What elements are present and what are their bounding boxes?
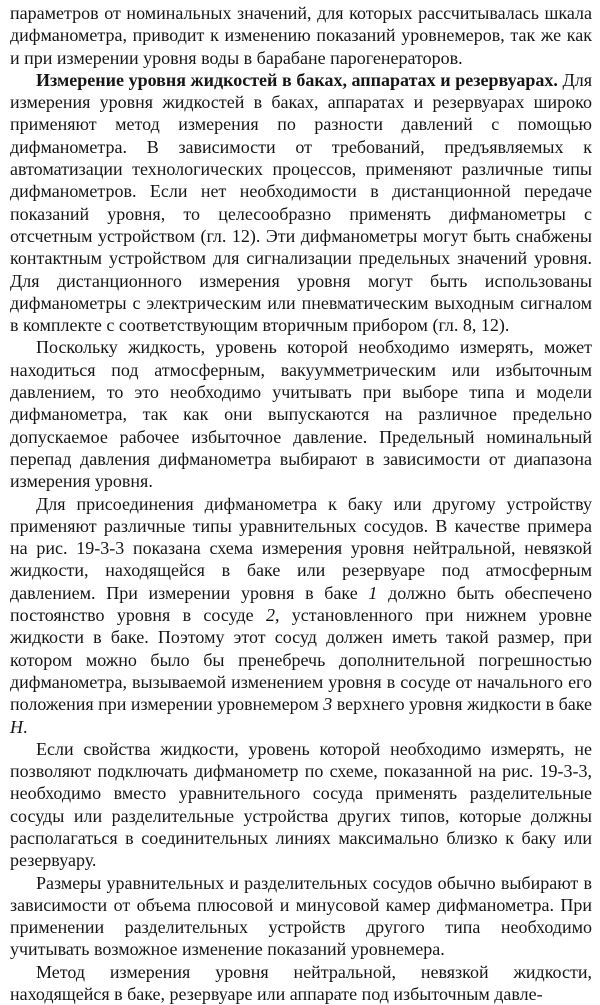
paragraph-text-part: Для присоединения дифманометра к баку или другому устройству применяют различные типы уравнительных сосудов. В качестве примера на рис. 19-3-3 показана схема измерения уровня нейтральной, невязкой жидкости, находящейся в баке или резервуаре под атмосферным давлением. При измерении уровня в баке	[10, 493, 592, 603]
figure-ref-2: 2	[265, 605, 275, 626]
paragraph-text: Для измерения уровня жидкостей в баках, аппаратах и резервуарах широко применяют метод измерения по разности давлений с помощью дифманометра. В зависимости от требований, предъявляемых к автоматизации технологических процессов, применяют различные типы дифманометров. Если нет необходимости в дистанционной передаче показаний уровня, то целесообразно применять дифманометры с отсчетным устройством (гл. 12). Эти дифманометры могут быть снабжены контактным устройством для сигнализации предельных значений уровня. Для дистанционного измерения уровня могут быть использованы дифманометры с электрическим или пневматическим выходным сигналом в комплекте с соответствующим вторичным прибором (гл. 8, 12).	[10, 69, 593, 336]
section-heading: Измерение уровня жидкостей в баках, аппаратах и резервуарах.	[36, 69, 558, 90]
paragraph-text: параметров от номинальных значений, для которых рассчитывалась шкала дифманометра, приводит к изменению показаний уровнемеров, так же как и при измерении уровня воды в барабане парогенераторов.	[10, 3, 592, 68]
paragraph-pressure-conditions	[10, 336, 592, 492]
paragraph-continuation	[10, 2, 592, 69]
paragraph-text-part: должно быть обеспечено постоянство уровня в сосуде	[10, 582, 592, 626]
figure-ref-3: 3	[323, 694, 333, 715]
symbol-h: H	[10, 716, 23, 737]
paragraph-text-part: , установленного при нижнем уровне жидкости в баке. Поэтому этот сосуд должен иметь такой размер, при котором можно было бы пренебречь дополнительной погрешностью дифманометра, вызываемой изменением уровня в сосуде от начального его положения при измерении уровнемером	[10, 605, 592, 715]
paragraph-text: Размеры уравнительных и разделительных сосудов обычно выбирают в зависимости от объема плюсовой и минусовой камер дифманометра. При применении разделительных устройств другого типа необходимо учитывать возможное изменение показаний уровнемера.	[10, 872, 592, 960]
paragraph-text: Поскольку жидкость, уровень которой необходимо измерять, может находиться под атмосферным, вакуумметрическим или избыточным давлением, то это необходимо учитывать при выборе типа и модели дифманометра, так как они выпускаются на различное предельно допускаемое рабочее избыточное давление. Предельный номинальный перепад давления дифманометра выбирают в зависимости от диапазона измерения уровня.	[10, 337, 592, 492]
figure-ref-1: 1	[368, 582, 378, 603]
paragraph-separating-vessels	[10, 738, 592, 872]
paragraph-section-level-measurement	[10, 69, 592, 337]
paragraph-equalizing-vessels	[10, 493, 592, 738]
paragraph-text: Метод измерения уровня нейтральной, невязкой жидкости, находящейся в баке, резервуаре или аппарате под избыточным давле-	[10, 961, 592, 1005]
paragraph-text-part: верхнего уровня жидкости в баке	[332, 694, 593, 715]
paragraph-text: Если свойства жидкости, уровень которой необходимо измерять, не позволяют подключать дифманометр по схеме, показанной на рис. 19-3-3, необходимо вместо уравнительного сосуда применять разделительные сосуды или разделительные устройства других типов, которые должны располагаться в соединительных линиях максимально близко к баку или резервуару.	[10, 738, 592, 871]
paragraph-text-part: .	[23, 716, 28, 737]
paragraph-vessel-sizes	[10, 872, 592, 961]
paragraph-method-overpressure	[10, 961, 592, 1005]
